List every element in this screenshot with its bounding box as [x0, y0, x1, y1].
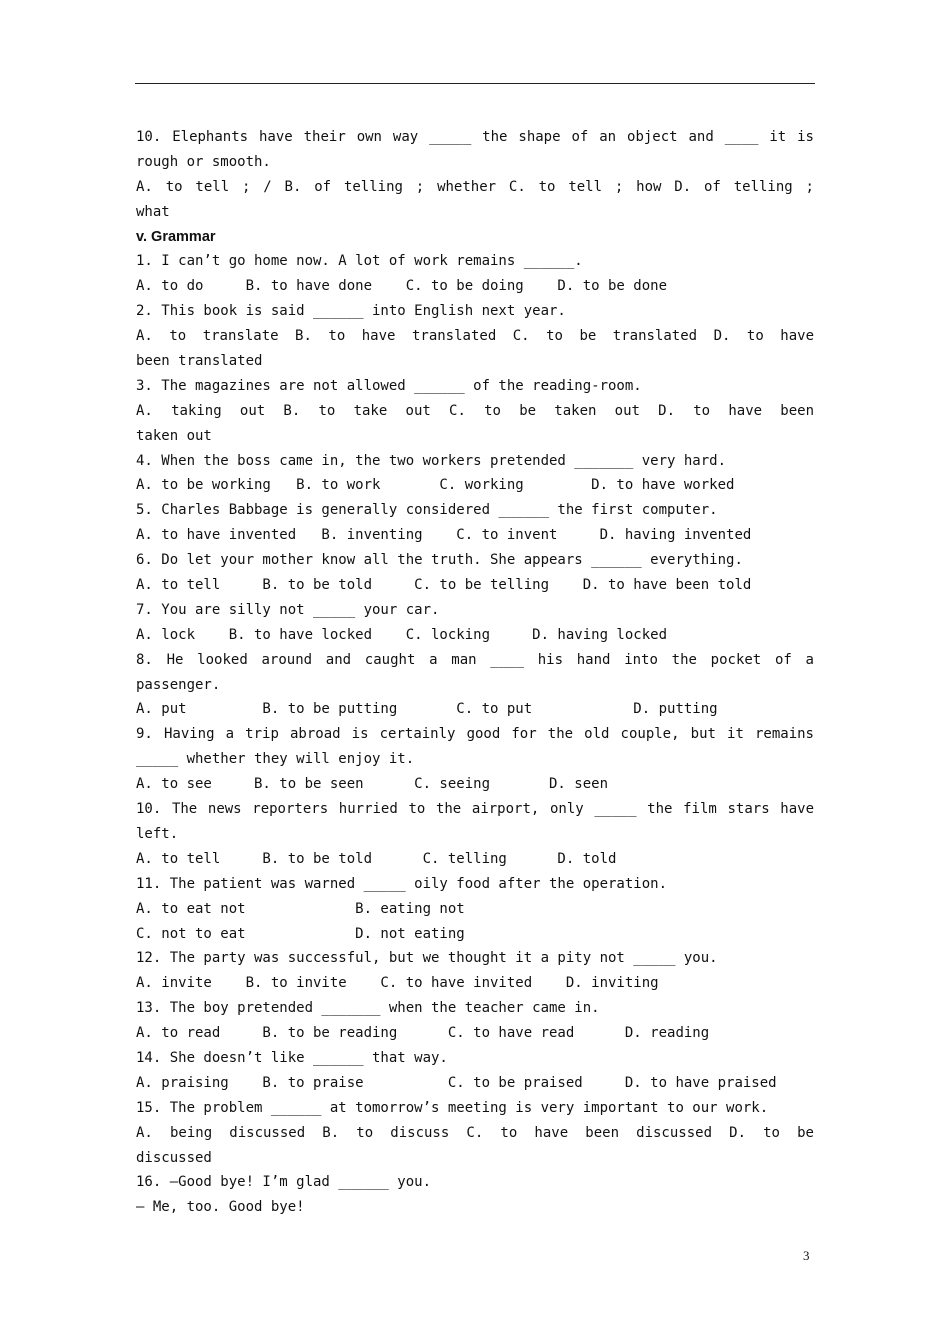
text-line: A. to tell B. to be told C. to be telling D. to have been told — [136, 577, 752, 594]
text-line: 13. The boy pretended _______ when the teacher came in. — [136, 1000, 600, 1017]
text-line: 11. The patient was warned _____ oily food after the operation. — [136, 875, 668, 892]
text-line: A. to do B. to have done C. to be doing D. to be done — [136, 278, 668, 295]
text-line: 1. I can’t go home now. A lot of work remains ______. — [136, 253, 583, 270]
text-line: A. to be working B. to work C. working D. to have worked — [136, 477, 735, 494]
text-line: 12. The party was successful, but we thought it a pity not _____ you. — [136, 950, 718, 967]
header-rule — [135, 83, 815, 84]
text-line: — Me, too. Good bye! — [136, 1199, 305, 1216]
text-line: been translated — [136, 353, 263, 370]
section-heading: v. Grammar — [136, 228, 216, 245]
text-line: 14. She doesn’t like ______ that way. — [136, 1049, 448, 1066]
text-line: A. to translate B. to have translated C. to be translated D. to have — [136, 328, 814, 345]
text-line: A. praising B. to praise C. to be praised D. to have praised — [136, 1074, 777, 1091]
text-line: 10. The news reporters hurried to the airport, only _____ the film stars have — [136, 801, 814, 818]
text-line: 4. When the boss came in, the two workers pretended _______ very hard. — [136, 452, 727, 469]
text-line: 16. —Good bye! I’m glad ______ you. — [136, 1174, 432, 1191]
text-line: C. not to eat D. not eating — [136, 925, 465, 942]
text-line: what — [136, 203, 170, 220]
text-line: 10. Elephants have their own way _____ the shape of an object and ____ it is — [136, 129, 814, 145]
text-line: A. being discussed B. to discuss C. to have been discussed D. to be — [136, 1124, 814, 1141]
text-line: A. lock B. to have locked C. locking D. having locked — [136, 626, 668, 643]
text-line: discussed — [136, 1149, 212, 1166]
text-line: A. to tell B. to be told C. telling D. told — [136, 850, 617, 867]
text-line: A. to have invented B. inventing C. to invent D. having invented — [136, 527, 752, 544]
text-line: taken out — [136, 427, 212, 444]
text-line: A. taking out B. to take out C. to be taken out D. to have been — [136, 402, 814, 419]
text-line: A. to eat not B. eating not — [136, 900, 465, 917]
text-line: 3. The magazines are not allowed ______ of the reading-room. — [136, 377, 642, 394]
text-line: A. invite B. to invite C. to have invited D. inviting — [136, 975, 659, 992]
text-line: 6. Do let your mother know all the truth. She appears ______ everything. — [136, 552, 743, 569]
text-line: 7. You are silly not _____ your car. — [136, 601, 440, 618]
exercise-text — [136, 125, 814, 1220]
text-line: A. to tell ; / B. of telling ; whether C. to tell ; how D. of telling ; — [136, 178, 814, 195]
text-line: 5. Charles Babbage is generally considered ______ the first computer. — [136, 502, 718, 519]
text-line: A. to see B. to be seen C. seeing D. seen — [136, 776, 609, 793]
text-line: 8. He looked around and caught a man ____ his hand into the pocket of a — [136, 651, 814, 668]
page-number: 3 — [803, 1248, 810, 1263]
text-line: A. to read B. to be reading C. to have read D. reading — [136, 1025, 710, 1042]
text-line: 15. The problem ______ at tomorrow’s meeting is very important to our work. — [136, 1099, 769, 1116]
text-line: 2. This book is said ______ into English next year. — [136, 303, 566, 320]
text-line: left. — [136, 825, 179, 842]
text-line: 9. Having a trip abroad is certainly good for the old couple, but it remains — [136, 726, 814, 743]
text-line: A. put B. to be putting C. to put D. putting — [136, 701, 718, 718]
text-line: passenger. — [136, 676, 221, 693]
text-line: _____ whether they will enjoy it. — [136, 751, 415, 768]
text-line: rough or smooth. — [136, 153, 271, 170]
